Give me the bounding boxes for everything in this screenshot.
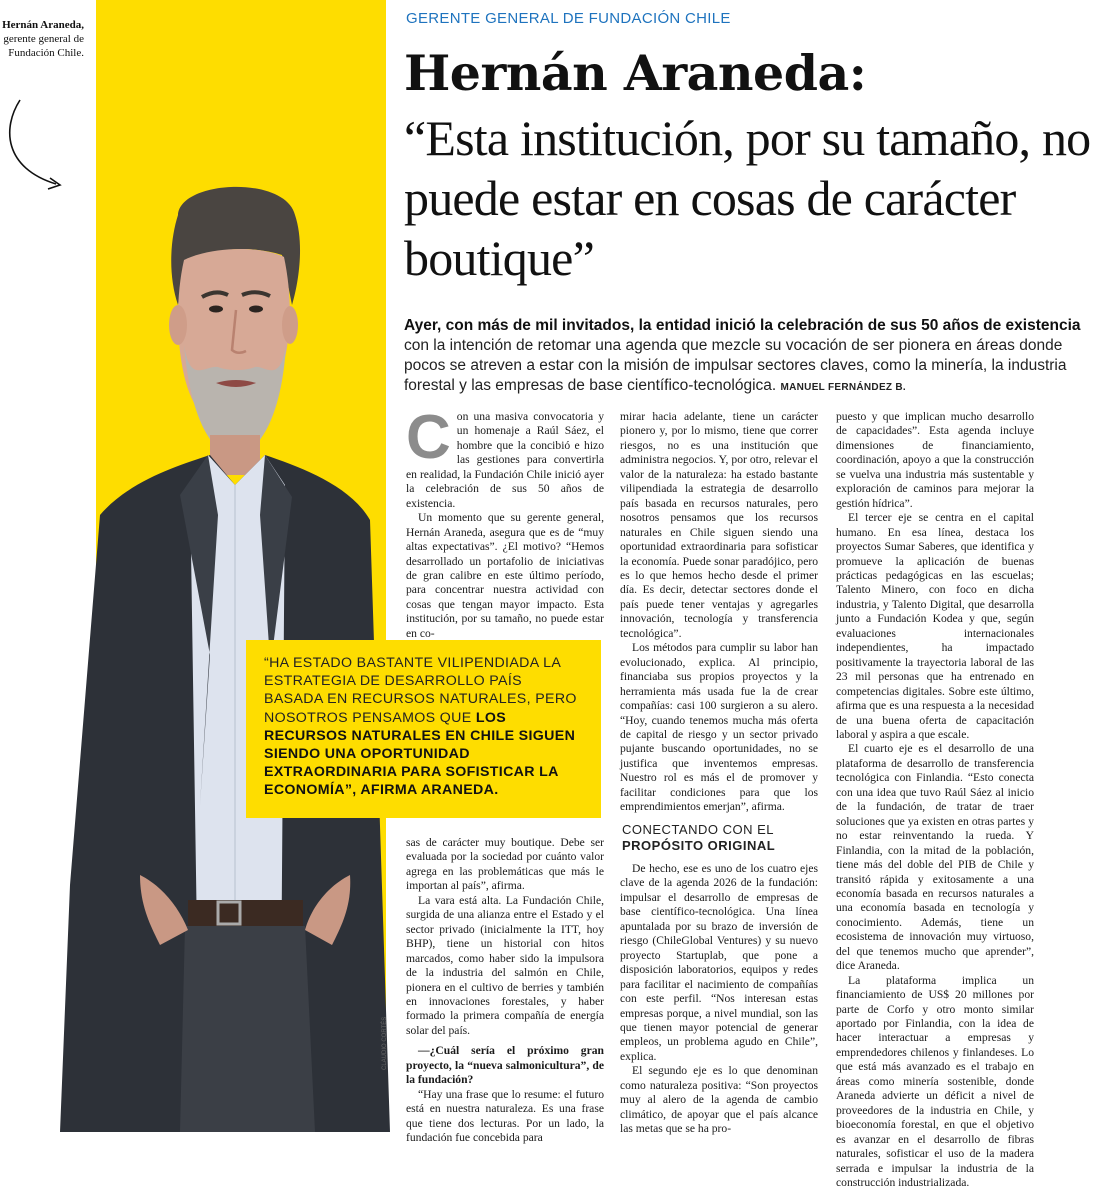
body-column-2-continued (620, 862, 818, 1137)
paragraph: La vara está alta. La Fundación Chile, surgida de una alianza entre el Estado y el sector privado (inicialmente la ITT, hoy BHP), tiene un historial con hitos marcados, como haber sido la impulsora de la industria del salmón en Chile, pionera en el cultivo de berries y también en innovaciones forestales, y haber formado la primera compañía de energía solar del país. (406, 893, 604, 1037)
pull-quote-text (264, 654, 583, 800)
body-column-3 (836, 410, 1034, 1190)
paragraph: “Hay una frase que lo resume: el futuro está en nuestra naturaleza. Es una frase que tiene dos lecturas. Por un lado, la fundación fue concebida para (406, 1087, 604, 1145)
byline: MANUEL FERNÁNDEZ B. (780, 382, 907, 393)
body-column-2 (620, 410, 818, 815)
headline-quote: “Esta institución, por su tamaño, no puede estar en cosas de carácter boutique” (404, 110, 1091, 286)
pull-quote-bold: LOS RECURSOS NATURALES EN CHILE SIGUEN SIENDO UNA OPORTUNIDAD EXTRAORDINARIA PARA SOFISTICAR LA ECONOMÍA”, AFIRMA ARANEDA. (264, 709, 576, 799)
pull-quote (246, 640, 601, 818)
section-subhead (622, 822, 775, 854)
paragraph: puesto y que implican mucho desarrollo de capacidades”. Esta agenda incluye dimensiones de financiamiento, coordinación, apoyo a que la construcción se vuelva una industria más sustentable y exploración de caminos para mejorar la gestión hídrica”. (836, 410, 1034, 510)
caption-name: Hernán Araneda, (2, 19, 84, 31)
paragraph: sas de carácter muy boutique. Debe ser evaluada por la sociedad por cuánto valor agrega en las problemáticas que más le importan al país”, afirma. (406, 836, 604, 893)
paragraph: El cuarto eje es el desarrollo de una plataforma de desarrollo de transferencia tecnológica con Finlandia. “Esto conecta con una idea que tuvo Raúl Sáez al inicio de la fundación, de tratar de traer soluciones que ya existen en otras partes y no estar reinventando la rueda. Y Finlandia, con la mitad de la población, tiene más del doble del PIB de Chile y transitó rápida y exitosamente a una economía basada en recursos naturales a una economía basada en tecnología y conocimiento. Además, tiene un ecosistema de innovación muy virtuoso, del que tenemos mucho que aprender”, dice Araneda. (836, 742, 1034, 973)
lead-paragraph (404, 316, 1094, 398)
subhead-line-2: PROPÓSITO ORIGINAL (622, 838, 776, 853)
body-column-1-continued (406, 836, 604, 1146)
curved-arrow-icon (6, 98, 66, 194)
caption-role: gerente general de Fundación Chile. (3, 33, 84, 59)
paragraph: La plataforma implica un financiamiento de US$ 20 millones por parte de Corfo y otro monto similar aportado por Finlandia, con la idea de hacer interactuar a empresas y emprendedores chilenos y finlandeses. Lo que está más avanzado es el trabajo en áreas como minería sostenible, donde Araneda advierte un déficit a nivel de proveedores de la industria en Chile, y bioeconomía forestal, en que el objetivo es avanzar en el desarrollo de fibras naturales, sofisticar el uso de la madera serrada e impulsar la industria de la construcción industrializada. (836, 973, 1034, 1190)
lead-text: con la intención de retomar una agenda que mezcle su vocación de ser pionera en áreas donde pocos se atreven a estar con la misión de impulsar sectores claves, como la minería, la industria forestal y las empresas de base científico-tecnológica. (404, 337, 1067, 394)
paragraph: Un momento que su gerente general, Hernán Araneda, asegura que es de “muy altas expectativas”. ¿El motivo? “Hemos desarrollado un portafolio de iniciativas de gran calibre en este último período, para concentrar nuestra actividad con cosas que tengan mayor impacto. Esta institución, por su tamaño, no puede estar en co- (406, 511, 604, 640)
photo-credit: CLAUDIO CORTÉS (382, 1016, 388, 1070)
paragraph (406, 403, 604, 511)
pull-quote-plain: “HA ESTADO BASTANTE VILIPENDIADA LA ESTRATEGIA DE DESARROLLO PAÍS BASADA EN RECURSOS NATURALES, PERO NOSOTROS PENSAMOS QUE (264, 655, 577, 726)
headline-name: Hernán Araneda: (404, 44, 867, 102)
paragraph: El tercer eje se centra en el capital humano. En esa línea, destaca los proyectos Sumar Saberes, que identifica y promueve la aplicación de buenas prácticas pedagógicas en las escuelas; Talento Minero, con foco en dicha industria, y Talento Digital, que desarrolla junto a Fundación Kodea y que, según evaluaciones internacionales independientes, ha impactado positivamente la trayectoria laboral de las 23 mil personas que ha entrenado en competencias digitales. Sobre este último, afirma que es una respuesta a la necesidad de una buena oferta de capacitación laboral y aspira a que escale. (836, 511, 1034, 741)
kicker: GERENTE GENERAL DE FUNDACIÓN CHILE (406, 10, 731, 27)
paragraph: El segundo eje es lo que denominan como naturaleza positiva: “Son proyectos muy al alero de la agenda de cambio climático, de apoyar que el país alcance las metas que se ha pro- (620, 1064, 818, 1136)
paragraph: De hecho, ese es uno de los cuatro ejes clave de la agenda 2026 de la fundación: impulsar el desarrollo de empresas de base científico-tecnológica. Una línea apuntalada por su brazo de inversión de riesgo (ChileGlobal Ventures) y su nuevo proyecto Startuplab, que pone a disposición laboratorios, equipos y redes para facilitar el nacimiento de compañías con este perfil. “Nos interesan estas empresas porque, a nivel mundial, son las que tienen mayor potencial de generar empleos, un problema agudo en Chile”, explica. (620, 862, 818, 1063)
photo-caption (2, 18, 84, 60)
lead-bold: Ayer, con más de mil invitados, la entidad inició la celebración de sus 50 años de existencia (404, 317, 1081, 334)
subhead-line-1: CONECTANDO CON EL (622, 822, 774, 837)
drop-cap: C (406, 403, 451, 472)
paragraph-text: on una masiva convocatoria y un homenaje a Raúl Sáez, el hombre que la concibió e hizo las gestiones para convertirla en realidad, la Fundación Chile inició ayer la celebración de sus 50 años de existencia. (406, 410, 604, 510)
interview-question: —¿Cuál sería el próximo gran proyecto, la “nueva salmonicultura”, de la fundación? (406, 1044, 604, 1087)
body-column-1 (406, 403, 604, 641)
paragraph: mirar hacia adelante, tiene un carácter pionero y, por lo mismo, tiene que correr riesgos, no es una institución que administra negocios. Y, por otro, relevar el valor de la naturaleza: ha estado bastante vilipendiada la estrategia de desarrollo país basada en recursos naturales, pero nosotros pensamos que los recursos naturales en Chile siguen siendo una oportunidad extraordinaria para sofisticar la economía. Puede sonar paradójico, pero es lo que hemos hecho desde el primer día. Es decir, detectar sectores donde el país puede tener ventajas y agregarles innovación, tecnología y transferencia tecnológica”. (620, 410, 818, 640)
paragraph: Los métodos para cumplir su labor han evolucionado, explica. Al principio, financiaba sus propios proyectos y la herramienta más usada fue la de crear compañías: casi 100 surgieron a su alero. “Hoy, cuando tenemos mucha más oferta de capital de riesgo y un sector privado pujante buscando oportunidades, no se justifica que inventemos empresas. Nuestro rol es más el de promover y facilitar condiciones para que los emprendimientos emerjan”, afirma. (620, 641, 818, 814)
